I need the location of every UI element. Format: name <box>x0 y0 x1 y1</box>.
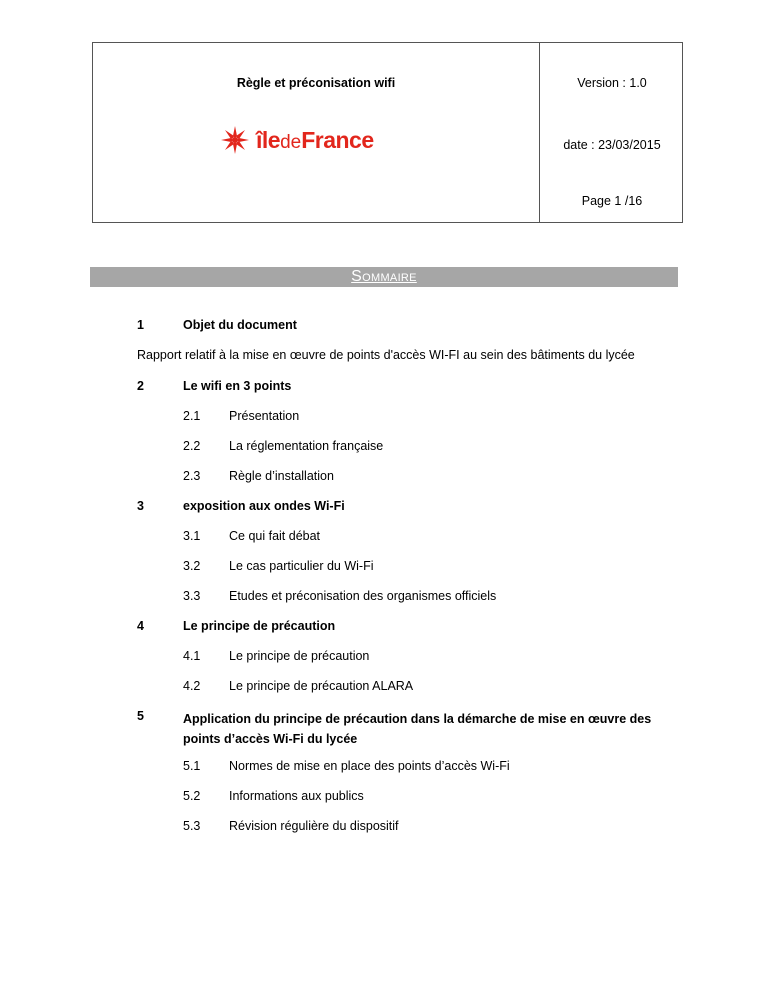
toc-section-title: Le principe de précaution <box>183 619 336 633</box>
logo-de: de <box>280 131 302 153</box>
toc-subsection-title: Règle d’installation <box>229 469 334 483</box>
version-label: Version : 1.0 <box>577 76 647 90</box>
iledefrance-logo <box>220 125 374 155</box>
document-header-table <box>92 42 683 223</box>
header-left-cell <box>93 43 540 222</box>
toc-subsection-number: 2.3 <box>183 469 201 483</box>
toc-section-number: 1 <box>137 318 144 332</box>
toc-subsection-number: 5.2 <box>183 789 201 803</box>
toc-section-title: exposition aux ondes Wi-Fi <box>183 499 345 513</box>
toc-subsection-number: 5.1 <box>183 759 201 773</box>
intro-paragraph: Rapport relatif à la mise en œuvre de points d'accès WI-FI au sein des bâtiments du lycée <box>137 348 635 362</box>
logo-ile: île <box>256 126 281 153</box>
logo-wordmark <box>256 126 374 153</box>
toc-subsection-title: Normes de mise en place des points d’accès Wi-Fi <box>229 759 510 773</box>
toc-subsection-number: 3.3 <box>183 589 201 603</box>
toc-subsection-number: 2.2 <box>183 439 201 453</box>
toc-section-number: 4 <box>137 619 144 633</box>
header-right-cell <box>540 43 684 222</box>
toc-subsection-number: 4.1 <box>183 649 201 663</box>
sommaire-heading-bar <box>90 267 678 287</box>
toc-subsection-title: Le principe de précaution <box>229 649 370 663</box>
date-label: date : 23/03/2015 <box>563 138 661 152</box>
toc-subsection-title: Ce qui fait débat <box>229 529 321 543</box>
toc-subsection-title: Révision régulière du dispositif <box>229 819 399 833</box>
toc-subsection-number: 3.2 <box>183 559 201 573</box>
logo-france: France <box>301 126 374 153</box>
toc-section-number: 5 <box>137 709 144 723</box>
toc-section-number: 2 <box>137 379 144 393</box>
page-label: Page 1 /16 <box>581 194 643 208</box>
toc-section-number: 3 <box>137 499 144 513</box>
toc-subsection-number: 3.1 <box>183 529 201 543</box>
toc-subsection-title: Le cas particulier du Wi-Fi <box>229 559 374 573</box>
toc-subsection-title: Etudes et préconisation des organismes officiels <box>229 589 497 603</box>
toc-subsection-title: Présentation <box>229 409 300 423</box>
toc-subsection-number: 4.2 <box>183 679 201 693</box>
toc-subsection-title: Informations aux publics <box>229 789 364 803</box>
toc-subsection-title: Le principe de précaution ALARA <box>229 679 414 693</box>
document-title: Règle et préconisation wifi <box>236 76 396 90</box>
sommaire-heading: Sommaire <box>351 268 417 285</box>
toc-subsection-number: 2.1 <box>183 409 201 423</box>
toc-section-title: Application du principe de précaution dans la démarche de mise en œuvre des points d’accès Wi-Fi du lycée <box>183 712 652 746</box>
star-icon <box>220 125 250 155</box>
toc-subsection-title: La réglementation française <box>229 439 384 453</box>
toc-section-title: Le wifi en 3 points <box>183 379 292 393</box>
toc-subsection-number: 5.3 <box>183 819 201 833</box>
toc-section-title: Objet du document <box>183 318 297 332</box>
